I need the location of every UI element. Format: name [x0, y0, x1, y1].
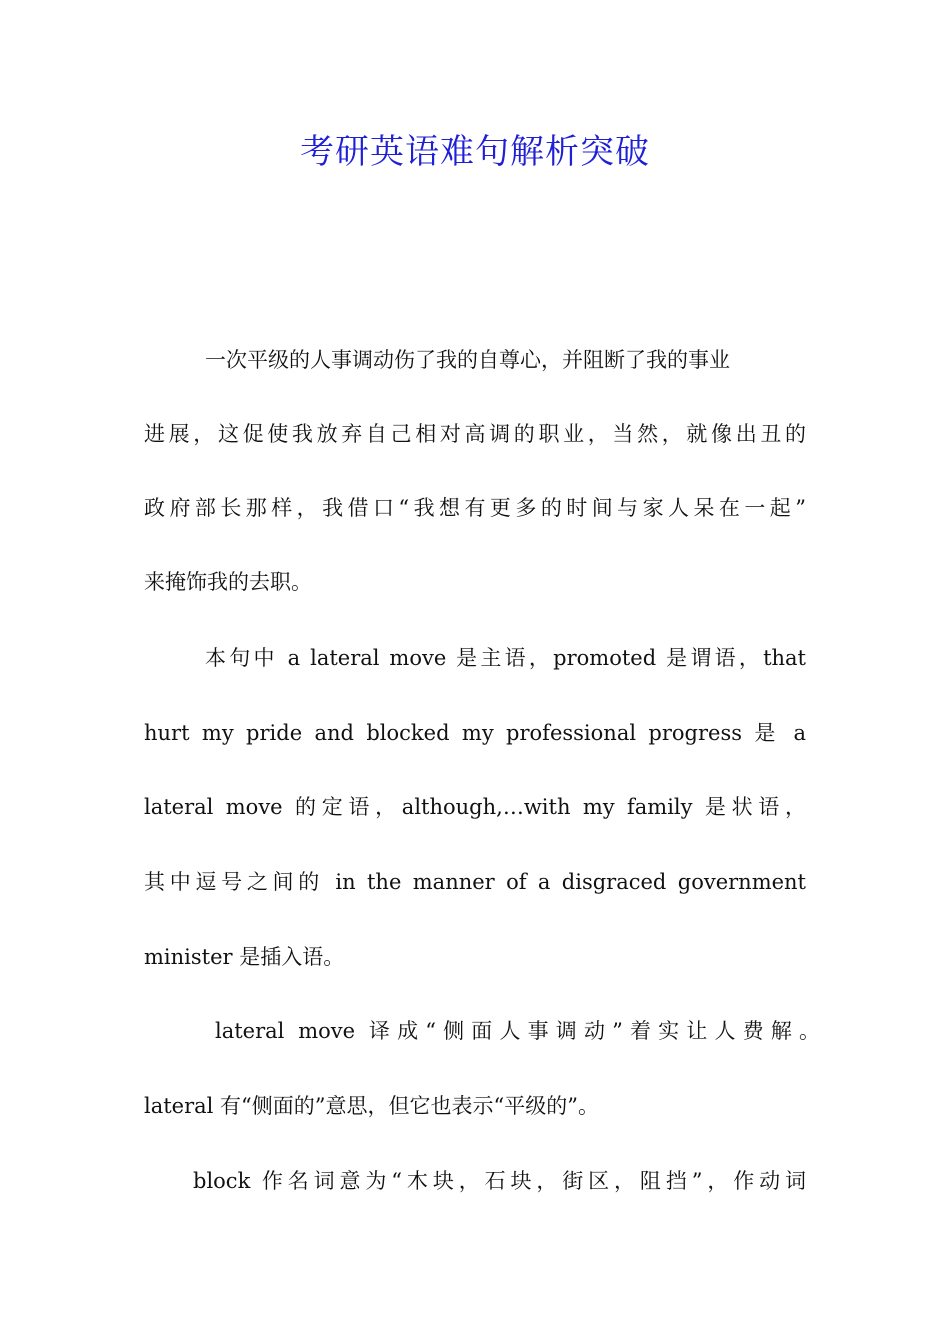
paragraph-2-line-4: 其中逗号之间的 in the manner of a disgraced government [144, 870, 806, 894]
paragraph-1-line-2: 进展，这促使我放弃自己相对高调的职业，当然，就像出丑的 [144, 422, 806, 446]
paragraph-3-line-2: lateral 有“侧面的”意思，但它也表示“平级的”。 [144, 1094, 599, 1118]
paragraph-2-line-3: lateral move 的定语，although,…with my family 是状语， [144, 795, 806, 819]
paragraph-2-line-5: minister 是插入语。 [144, 945, 345, 969]
paragraph-2-line-2: hurt my pride and blocked my professional progress 是 a [144, 721, 806, 745]
paragraph-4-line-1: block 作名词意为“木块，石块，街区，阻挡”，作动词 [193, 1169, 806, 1193]
document-title: 考研英语难句解析突破 [300, 132, 650, 172]
paragraph-1-line-4: 来掩饰我的去职。 [144, 570, 312, 594]
paragraph-1-line-1: 一次平级的人事调动伤了我的自尊心，并阻断了我的事业 [205, 348, 730, 372]
paragraph-1-line-3: 政府部长那样，我借口“我想有更多的时间与家人呆在一起” [144, 496, 806, 520]
paragraph-3-line-1: lateral move 译成“侧面人事调动”着实让人费解。 [215, 1019, 820, 1043]
paragraph-2-line-1: 本句中 a lateral move 是主语，promoted 是谓语，that [205, 646, 806, 670]
